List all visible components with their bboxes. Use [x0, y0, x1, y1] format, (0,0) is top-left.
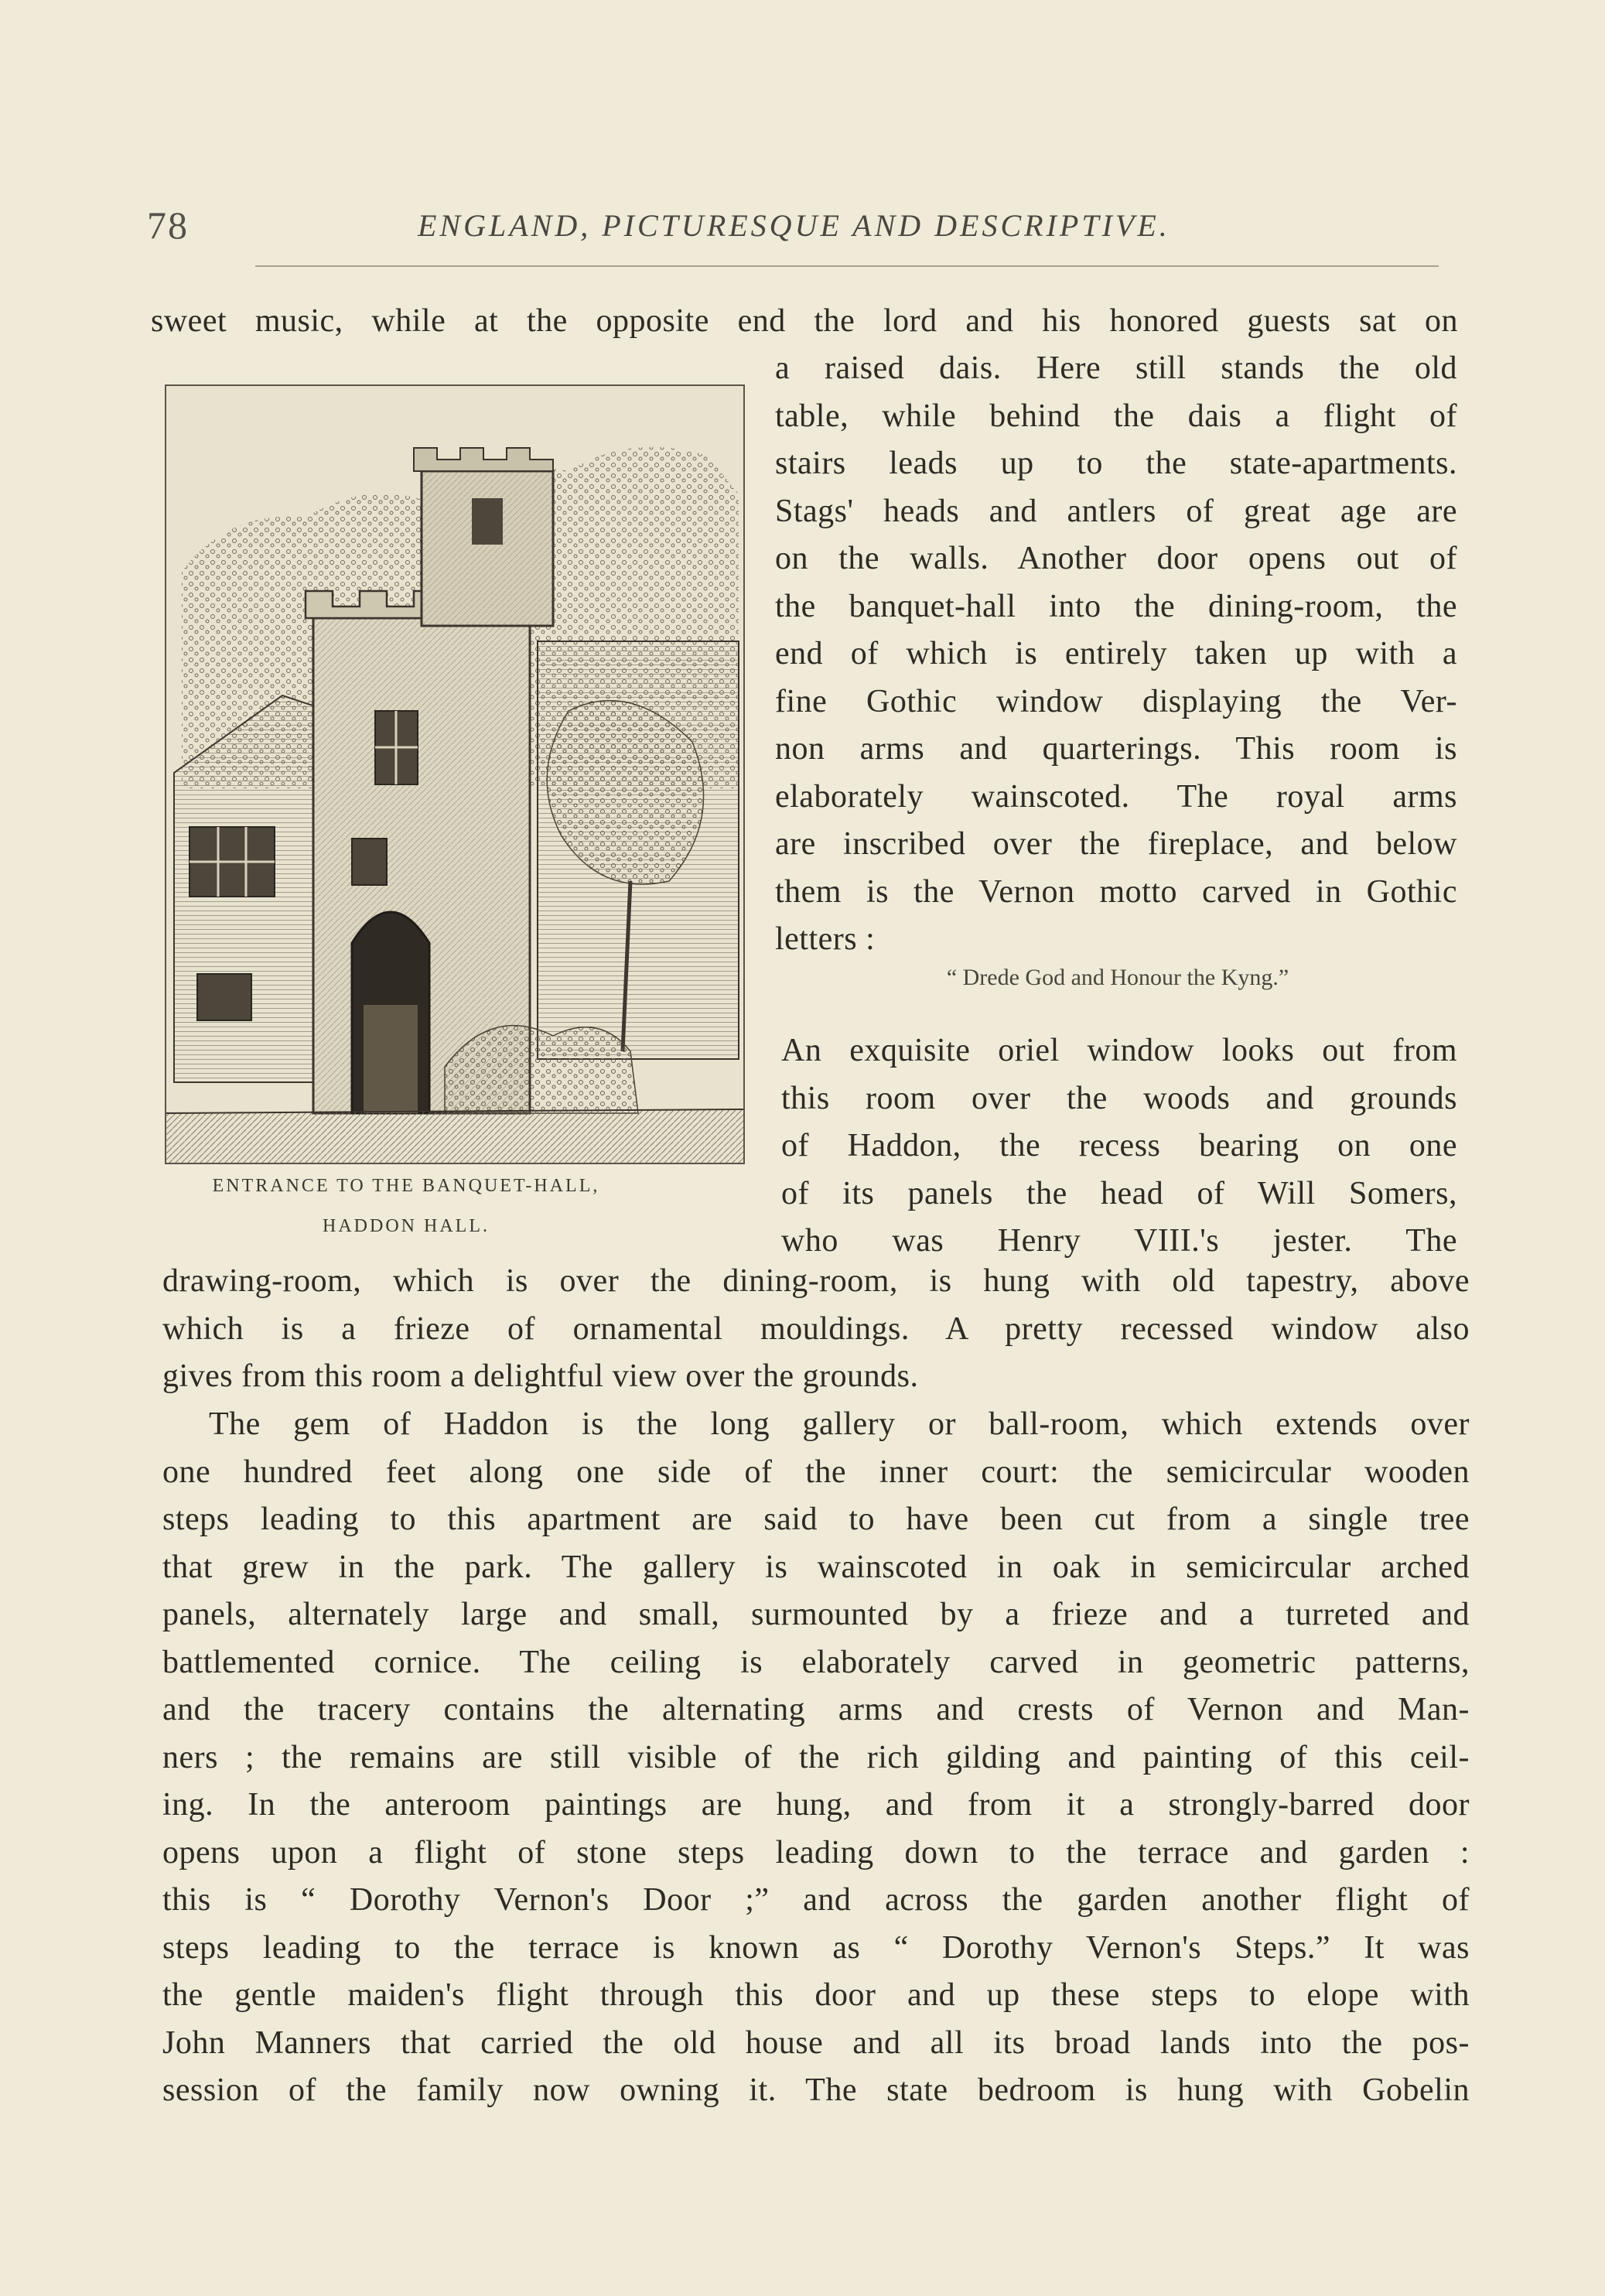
- text-line: drawing-room, which is over the dining-room, is hung with old tapestry, above: [162, 1263, 1470, 1299]
- text-line: table, while behind the dais a flight of: [775, 398, 1457, 434]
- paragraph-2: [162, 1401, 1470, 2115]
- body-first-line: [151, 298, 1458, 346]
- text-line: steps leading to this apartment are said to have been cut from a single tree: [162, 1502, 1470, 1537]
- text-line: battlemented cornice. The ceiling is elaborately carved in geometric patterns,: [162, 1644, 1470, 1680]
- text-line: them is the Vernon motto carved in Gothic: [775, 873, 1457, 910]
- figure-caption-line1: ENTRANCE TO THE BANQUET-HALL,: [212, 1176, 600, 1196]
- text-line: which is a frieze of ornamental mouldings. A pretty recessed window also: [162, 1310, 1470, 1347]
- text-line: panels, alternately large and small, surmounted by a frieze and a turreted and: [162, 1597, 1470, 1632]
- page-number: 78: [147, 203, 189, 247]
- text-line: opens upon a flight of stone steps leading down to the terrace and garden :: [162, 1834, 1470, 1871]
- castle-engraving: [166, 386, 743, 1163]
- text-line: that grew in the park. The gallery is wainscoted in oak in semicircular arched: [162, 1549, 1470, 1585]
- motto: “ Drede God and Honour the Kyng.”: [946, 965, 1289, 990]
- text-line: letters :: [775, 921, 876, 957]
- text-line: one hundred feet along one side of the inner court: the semicircular wooden: [162, 1454, 1470, 1490]
- text-line: steps leading to the terrace is known as “ Dorothy Vernon's Steps.” It was: [162, 1929, 1470, 1966]
- text-line: a raised dais. Here still stands the old: [775, 350, 1457, 386]
- text-line: stairs leads up to the state-apartments.: [775, 446, 1457, 481]
- running-head: ENGLAND, PICTURESQUE AND DESCRIPTIVE.: [418, 208, 1170, 243]
- text-line: Stags' heads and antlers of great age are: [775, 493, 1457, 529]
- header-rule: [255, 265, 1439, 267]
- text-line: session of the family now owning it. The state bedroom is hung with Gobelin: [162, 2072, 1470, 2108]
- text-line: of Haddon, the recess bearing on one: [781, 1128, 1457, 1163]
- text-line: and the tracery contains the alternating arms and crests of Vernon and Man-: [162, 1692, 1470, 1727]
- text-line: An exquisite oriel window looks out from: [781, 1033, 1457, 1068]
- text-line: non arms and quarterings. This room is: [775, 731, 1457, 767]
- text-line: The gem of Haddon is the long gallery or ball-room, which extends over: [209, 1406, 1470, 1442]
- text-line: sweet music, while at the opposite end the lord and his honored guests sat on: [151, 303, 1458, 339]
- figure-caption-line2: HADDON HALL.: [323, 1216, 490, 1236]
- text-line: ners ; the remains are still visible of the rich gilding and painting of this ceil-: [162, 1739, 1470, 1775]
- text-line: gives from this room a delightful view over the grounds.: [162, 1358, 919, 1394]
- text-line: end of which is entirely taken up with a: [775, 636, 1457, 671]
- page-header: [147, 203, 1454, 257]
- text-line: are inscribed over the fireplace, and below: [775, 826, 1457, 862]
- right-column-text-2: [781, 1027, 1457, 1266]
- illustration: [165, 384, 746, 1166]
- text-line: John Manners that carried the old house and all its broad lands into the pos-: [162, 2024, 1470, 2061]
- text-line: on the walls. Another door opens out of: [775, 541, 1457, 576]
- text-line: the gentle maiden's flight through this door and up these steps to elope with: [162, 1977, 1470, 2013]
- body-continuation: [162, 1258, 1470, 1401]
- text-line: this is “ Dorothy Vernon's Door ;” and across the garden another flight of: [162, 1882, 1470, 1918]
- text-line: the banquet-hall into the dining-room, the: [775, 588, 1457, 624]
- text-line: who was Henry VIII.'s jester. The: [781, 1223, 1457, 1259]
- text-line: fine Gothic window displaying the Ver-: [775, 683, 1457, 719]
- text-line: this room over the woods and grounds: [781, 1080, 1457, 1116]
- right-column-text: [775, 345, 1457, 964]
- text-line: of its panels the head of Will Somers,: [781, 1175, 1457, 1211]
- text-line: ing. In the anteroom paintings are hung, and from it a strongly-barred door: [162, 1787, 1470, 1823]
- text-line: elaborately wainscoted. The royal arms: [775, 778, 1457, 815]
